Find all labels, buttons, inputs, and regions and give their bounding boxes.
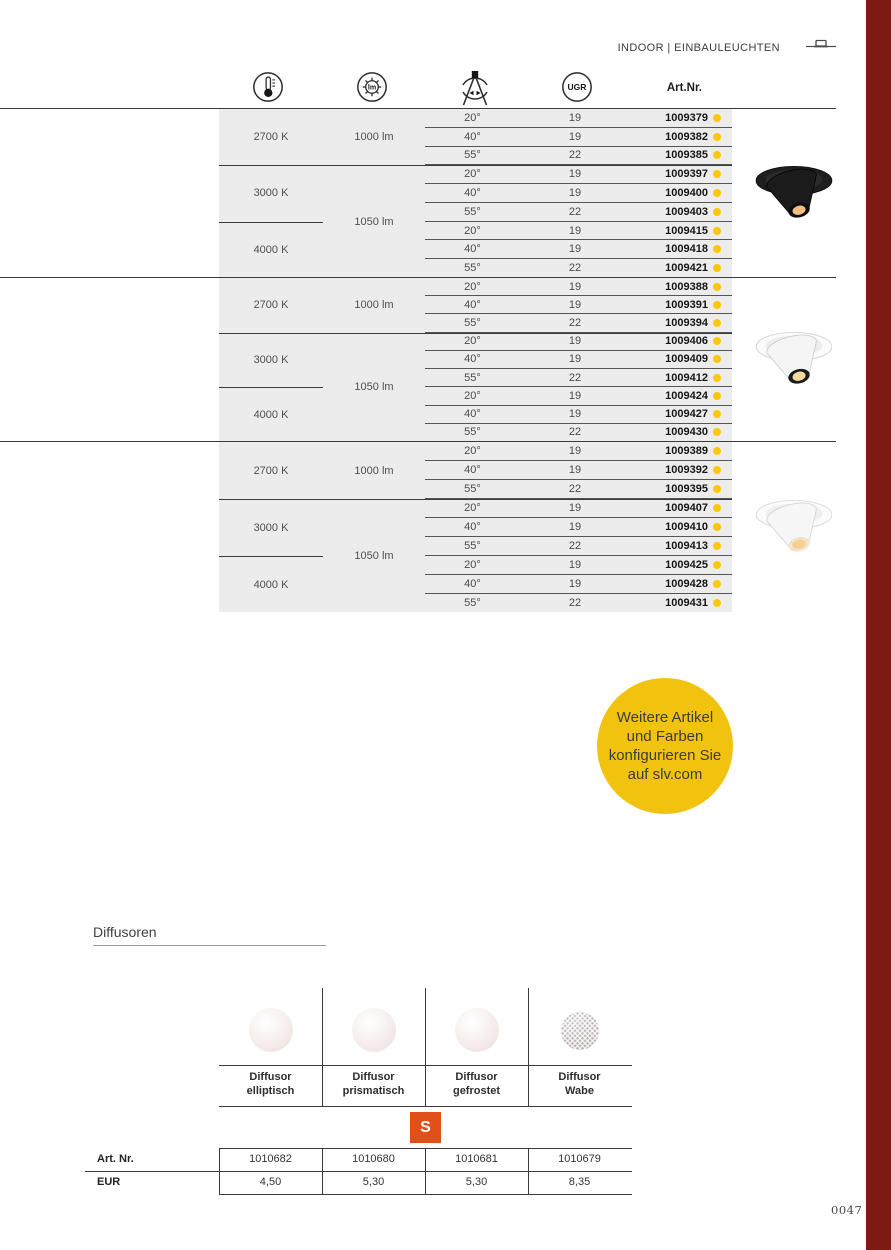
availability-dot-icon	[713, 561, 721, 569]
ugr-value: 19	[568, 389, 582, 402]
ugr-value: 22	[568, 426, 582, 439]
artnr-cell	[630, 149, 732, 161]
label-bottom-line	[219, 1106, 632, 1107]
table-row	[425, 295, 732, 313]
temp-separator-line	[219, 387, 323, 388]
availability-dot-icon	[713, 355, 721, 363]
beam-angle-value: 20°	[464, 502, 481, 514]
artnr-value: 1009389	[665, 445, 708, 457]
artnr-value: 1009410	[665, 521, 708, 533]
product-photo	[742, 486, 846, 564]
group-spec-table	[219, 442, 732, 612]
table-row	[425, 258, 732, 277]
artnr-cell	[630, 112, 732, 124]
beam-angle-value: 55°	[464, 262, 481, 275]
artnr-value: 1009430	[665, 426, 708, 439]
product-group	[0, 277, 836, 441]
eur-row-label: EUR	[97, 1176, 121, 1188]
ugr-value: 22	[568, 540, 582, 552]
diffuser-label-line: Diffusor	[558, 1071, 601, 1083]
product-group	[0, 441, 836, 612]
artnr-value: 1009394	[665, 317, 708, 330]
beam-angle-value: 20°	[464, 445, 481, 457]
diffuser-label	[425, 1070, 528, 1098]
beam-angle-value: 55°	[464, 317, 481, 330]
beam-angle-icon	[455, 68, 495, 113]
artnr-cell	[630, 335, 732, 347]
temp-cell: 2700 K	[253, 464, 289, 477]
artnr-cell	[630, 597, 732, 609]
artnr-value: 1009379	[665, 111, 708, 124]
artnr-cell	[630, 559, 732, 571]
artnr-value: 1009391	[665, 298, 708, 311]
artnr-value: 1009427	[665, 408, 708, 421]
artnr-value: 1009382	[665, 130, 708, 143]
ugr-value: 19	[568, 502, 582, 514]
temp-cell: 4000 K	[253, 408, 289, 421]
temp-cell: 2700 K	[253, 299, 289, 312]
beam-angle-value: 55°	[464, 597, 481, 609]
availability-dot-icon	[713, 374, 721, 382]
temp-cell: 3000 K	[253, 353, 289, 366]
artnr-cell	[630, 317, 732, 329]
diffuser-price: 8,35	[568, 1176, 591, 1188]
availability-dot-icon	[713, 301, 721, 309]
artnr-value: 1009412	[665, 371, 708, 384]
beam-angle-value: 55°	[464, 426, 481, 439]
table-row	[425, 423, 732, 441]
artnr-value: 1009421	[665, 262, 708, 275]
group-spec-table	[219, 109, 732, 277]
table-row	[425, 109, 732, 127]
artnr-value: 1009431	[665, 597, 708, 609]
table-row	[425, 517, 732, 536]
availability-dot-icon	[713, 208, 721, 216]
ugr-value: 22	[568, 597, 582, 609]
availability-dot-icon	[713, 283, 721, 291]
artnr-value: 1009388	[665, 280, 708, 293]
page-edge-bar	[866, 0, 891, 1250]
diffuser-price: 5,30	[362, 1176, 385, 1188]
ugr-value: 19	[568, 187, 582, 200]
ugr-value: 22	[568, 371, 582, 384]
diffuser-label-line: gefrostet	[452, 1085, 501, 1097]
diffuser-artnr: 1010682	[249, 1153, 292, 1165]
temp-separator-line	[219, 222, 323, 223]
availability-dot-icon	[713, 410, 721, 418]
diffuser-label	[528, 1070, 631, 1098]
promo-line: konfigurieren Sie	[608, 747, 722, 764]
artnr-value: 1009424	[665, 389, 708, 402]
table-row	[425, 221, 732, 240]
availability-dot-icon	[713, 151, 721, 159]
ugr-value: 19	[568, 464, 582, 476]
beam-angle-value: 20°	[464, 280, 481, 293]
artnr-cell	[630, 390, 732, 402]
temp-separator-line	[219, 556, 323, 557]
table-row	[425, 202, 732, 221]
table-row	[425, 278, 732, 295]
promo-line: und Farben	[626, 728, 704, 745]
availability-dot-icon	[713, 580, 721, 588]
promo-line: auf slv.com	[627, 766, 703, 783]
artnr-cell	[630, 540, 732, 552]
beam-angle-value: 40°	[464, 130, 481, 143]
table-row	[425, 405, 732, 423]
price-bottom-line	[219, 1194, 632, 1195]
availability-dot-icon	[713, 227, 721, 235]
artnr-cell	[630, 262, 732, 274]
beam-angle-value: 20°	[464, 335, 481, 348]
lumen-cell: 1000 lm	[354, 131, 394, 144]
artnr-value: 1009392	[665, 464, 708, 476]
beam-angle-value: 40°	[464, 408, 481, 421]
diffuser-photo	[455, 1008, 499, 1052]
artnr-value: 1009413	[665, 540, 708, 552]
lumen-cell: 1050 lm	[354, 550, 394, 562]
lumen-cell: 1000 lm	[354, 464, 394, 477]
table-row	[425, 386, 732, 404]
artnr-cell	[630, 578, 732, 590]
ugr-value: 22	[568, 205, 582, 218]
ugr-value: 19	[568, 111, 582, 124]
availability-dot-icon	[713, 337, 721, 345]
diffuser-photo	[352, 1008, 396, 1052]
artnr-value: 1009385	[665, 149, 708, 162]
availability-dot-icon	[713, 523, 721, 531]
artnr-cell	[630, 353, 732, 365]
artnr-cell	[630, 372, 732, 384]
artnr-cell	[630, 299, 732, 311]
s-badge: S	[410, 1112, 441, 1143]
table-row	[425, 164, 732, 183]
temp-cell: 4000 K	[253, 243, 289, 256]
table-row	[425, 239, 732, 258]
artnr-value: 1009406	[665, 335, 708, 348]
artnr-value: 1009428	[665, 578, 708, 590]
diffuser-artnr: 1010681	[455, 1153, 498, 1165]
diffuser-label-line: prismatisch	[342, 1085, 405, 1097]
artnr-cell	[630, 483, 732, 495]
availability-dot-icon	[713, 133, 721, 141]
diffuser-label-line: Diffusor	[352, 1071, 395, 1083]
availability-dot-icon	[713, 189, 721, 197]
artnr-cell	[630, 168, 732, 180]
artnr-cell	[630, 521, 732, 533]
artnr-column-header: Art.Nr.	[666, 82, 702, 94]
diffuser-price: 4,50	[259, 1176, 282, 1188]
product-photo	[742, 152, 846, 230]
diffuser-label	[219, 1070, 322, 1098]
availability-dot-icon	[713, 319, 721, 327]
artnr-cell	[630, 281, 732, 293]
beam-angle-value: 40°	[464, 353, 481, 366]
availability-dot-icon	[713, 392, 721, 400]
ugr-value: 19	[568, 578, 582, 590]
ugr-value: 19	[568, 521, 582, 533]
ugr-value: 19	[568, 130, 582, 143]
table-row	[425, 555, 732, 574]
label-top-line	[219, 1065, 632, 1066]
artnr-cell	[630, 206, 732, 218]
color-temperature-icon	[251, 70, 285, 109]
availability-dot-icon	[713, 599, 721, 607]
table-row	[425, 368, 732, 386]
beam-angle-value: 55°	[464, 483, 481, 495]
ugr-value: 22	[568, 149, 582, 162]
availability-dot-icon	[713, 264, 721, 272]
table-row	[425, 460, 732, 479]
ugr-value: 19	[568, 280, 582, 293]
page-header	[618, 38, 836, 57]
temp-cell: 3000 K	[253, 521, 289, 534]
diffuser-photo	[561, 1012, 599, 1050]
table-row	[425, 498, 732, 517]
ugr-icon	[560, 70, 594, 109]
ugr-value: 22	[568, 483, 582, 495]
artnr-cell	[630, 225, 732, 237]
diffuser-photo	[249, 1008, 293, 1052]
ugr-value: 19	[568, 335, 582, 348]
artnr-cell	[630, 243, 732, 255]
table-row	[425, 183, 732, 202]
availability-dot-icon	[713, 447, 721, 455]
beam-angle-value: 40°	[464, 464, 481, 476]
artnr-cell	[630, 408, 732, 420]
group-spec-table	[219, 278, 732, 441]
table-row	[425, 574, 732, 593]
lumen-icon-label: lm	[367, 83, 377, 92]
ugr-value: 19	[568, 224, 582, 237]
lumen-cell: 1000 lm	[354, 299, 394, 312]
artnr-cell	[630, 131, 732, 143]
ugr-icon-label: UGR	[567, 82, 587, 93]
beam-angle-value: 40°	[464, 578, 481, 590]
ugr-value: 19	[568, 298, 582, 311]
page-number: 0047	[831, 1203, 863, 1217]
artnr-value: 1009425	[665, 559, 708, 571]
table-row	[425, 536, 732, 555]
diffuser-label	[322, 1070, 425, 1098]
beam-angle-value: 20°	[464, 389, 481, 402]
artnr-value: 1009400	[665, 187, 708, 200]
diffusoren-underline	[93, 945, 326, 946]
artnr-value: 1009418	[665, 243, 708, 256]
promo-line: Weitere Artikel	[616, 709, 714, 726]
ugr-value: 22	[568, 317, 582, 330]
recessed-mount-icon	[806, 38, 836, 57]
diffuser-label-line: elliptisch	[246, 1085, 295, 1097]
artnr-value: 1009407	[665, 502, 708, 514]
table-row	[425, 146, 732, 165]
spec-rows	[425, 442, 732, 612]
diffuser-label-line: Diffusor	[455, 1071, 498, 1083]
beam-angle-value: 55°	[464, 205, 481, 218]
diffuser-label-line: Wabe	[565, 1085, 594, 1097]
diffuser-artnr: 1010680	[352, 1153, 395, 1165]
artnr-row-label: Art. Nr.	[97, 1153, 134, 1165]
beam-angle-value: 20°	[464, 111, 481, 124]
luminous-flux-icon	[355, 70, 389, 109]
ugr-value: 19	[568, 168, 582, 181]
artnr-cell	[630, 187, 732, 199]
lumen-cell: 1050 lm	[354, 215, 394, 228]
availability-dot-icon	[713, 245, 721, 253]
breadcrumb: INDOOR | EINBAULEUCHTEN	[617, 41, 780, 54]
table-row	[425, 313, 732, 331]
table-row	[425, 442, 732, 460]
table-row	[425, 593, 732, 612]
availability-dot-icon	[713, 542, 721, 550]
beam-angle-value: 55°	[464, 371, 481, 384]
availability-dot-icon	[713, 485, 721, 493]
availability-dot-icon	[713, 466, 721, 474]
product-photo	[742, 318, 846, 396]
spec-rows	[425, 278, 732, 441]
spec-rows	[425, 109, 732, 277]
table-row	[425, 350, 732, 368]
artnr-cell	[630, 464, 732, 476]
availability-dot-icon	[713, 170, 721, 178]
beam-angle-value: 40°	[464, 298, 481, 311]
product-group	[0, 108, 836, 277]
artnr-cell	[630, 445, 732, 457]
availability-dot-icon	[713, 504, 721, 512]
ugr-value: 19	[568, 353, 582, 366]
table-row	[425, 332, 732, 350]
diffuser-label-line: Diffusor	[249, 1071, 292, 1083]
artnr-value: 1009409	[665, 353, 708, 366]
artnr-cell	[630, 502, 732, 514]
ugr-value: 19	[568, 408, 582, 421]
diffusoren-title: Diffusoren	[93, 924, 157, 940]
artnr-cell	[630, 426, 732, 438]
table-row	[425, 127, 732, 146]
artnr-value: 1009415	[665, 224, 708, 237]
temp-cell: 2700 K	[253, 131, 289, 144]
artnr-value: 1009403	[665, 205, 708, 218]
artnr-value: 1009395	[665, 483, 708, 495]
availability-dot-icon	[713, 114, 721, 122]
table-row	[425, 479, 732, 498]
beam-angle-value: 55°	[464, 149, 481, 162]
beam-angle-value: 20°	[464, 168, 481, 181]
availability-dot-icon	[713, 428, 721, 436]
ugr-value: 22	[568, 262, 582, 275]
beam-angle-value: 40°	[464, 521, 481, 533]
ugr-value: 19	[568, 243, 582, 256]
diffuser-artnr: 1010679	[558, 1153, 601, 1165]
lumen-cell: 1050 lm	[354, 381, 394, 394]
beam-angle-value: 40°	[464, 187, 481, 200]
diffuser-price: 5,30	[465, 1176, 488, 1188]
beam-angle-value: 40°	[464, 243, 481, 256]
ugr-value: 19	[568, 559, 582, 571]
beam-angle-value: 55°	[464, 540, 481, 552]
promo-badge	[597, 678, 733, 814]
temp-cell: 3000 K	[253, 187, 289, 200]
beam-angle-value: 20°	[464, 559, 481, 571]
ugr-value: 19	[568, 445, 582, 457]
beam-angle-value: 20°	[464, 224, 481, 237]
temp-cell: 4000 K	[253, 578, 289, 591]
artnr-value: 1009397	[665, 168, 708, 181]
